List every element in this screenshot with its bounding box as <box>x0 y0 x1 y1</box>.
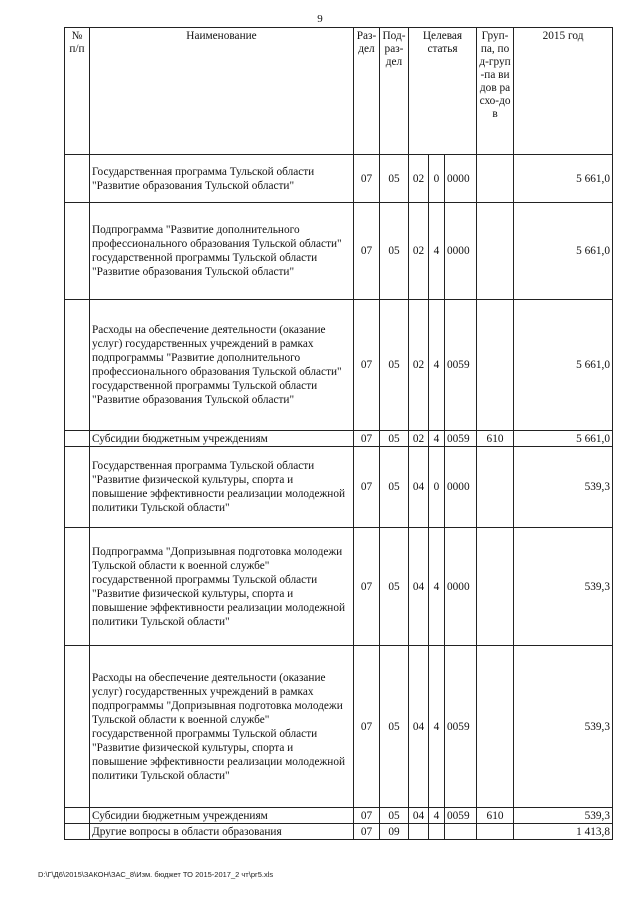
row-subsection: 09 <box>380 824 409 840</box>
row-amount: 1 413,8 <box>514 824 613 840</box>
row-group: 610 <box>477 808 514 824</box>
row-target-subprogram: 0 <box>429 447 445 528</box>
row-name: Субсидии бюджетным учреждениям <box>90 431 354 447</box>
row-section: 07 <box>354 528 380 646</box>
row-amount: 539,3 <box>514 528 613 646</box>
row-group: 610 <box>477 431 514 447</box>
row-subsection: 05 <box>380 808 409 824</box>
row-name: Государственная программа Тульской области "Развитие образования Тульской области" <box>90 155 354 203</box>
row-subsection: 05 <box>380 447 409 528</box>
row-target-subprogram: 4 <box>429 528 445 646</box>
file-path-footer: D:\Г\Д6\2015\ЗАКОН\ЗАС_8\Изм. бюджет ТО 2015-2017_2 чт\рг5.xls <box>38 870 274 879</box>
row-target-direction: 0000 <box>445 155 477 203</box>
row-target-direction: 0059 <box>445 808 477 824</box>
row-target-subprogram <box>429 824 445 840</box>
row-target-program: 02 <box>409 431 429 447</box>
row-name: Расходы на обеспечение деятельности (оказание услуг) государственных учреждений в рамках подпрограммы "Допризывная подготовка молодежи Тульской области к военной службе" государственной программы Тульской области "Развитие физической культуры, спорта и повышение эффективности реализации молодежной политики Тульской области" <box>90 646 354 808</box>
header-subsection: Под-раз-дел <box>380 28 409 155</box>
table-row <box>65 155 613 203</box>
row-target-program: 04 <box>409 808 429 824</box>
table-row <box>65 300 613 431</box>
table-row <box>65 447 613 528</box>
row-subsection: 05 <box>380 646 409 808</box>
row-target-direction: 0059 <box>445 646 477 808</box>
row-section: 07 <box>354 155 380 203</box>
row-name: Субсидии бюджетным учреждениям <box>90 808 354 824</box>
row-target-program <box>409 824 429 840</box>
row-section: 07 <box>354 646 380 808</box>
row-name: Государственная программа Тульской области "Развитие физической культуры, спорта и повышение эффективности реализации молодежной политики Тульской области" <box>90 447 354 528</box>
header-expense-group: Груп-па, под-груп-па видов расхо-дов <box>477 28 514 155</box>
row-group <box>477 300 514 431</box>
row-amount: 5 661,0 <box>514 300 613 431</box>
row-target-direction <box>445 824 477 840</box>
row-subsection: 05 <box>380 203 409 300</box>
row-amount: 5 661,0 <box>514 431 613 447</box>
table-header-row <box>65 28 613 155</box>
header-target: Целевая статья <box>409 28 477 155</box>
row-target-program: 02 <box>409 203 429 300</box>
table-row <box>65 646 613 808</box>
row-subsection: 05 <box>380 528 409 646</box>
row-amount: 5 661,0 <box>514 203 613 300</box>
row-group <box>477 203 514 300</box>
header-year: 2015 год <box>514 28 613 155</box>
table-row <box>65 528 613 646</box>
row-group <box>477 155 514 203</box>
row-target-program: 04 <box>409 447 429 528</box>
row-section: 07 <box>354 808 380 824</box>
row-section: 07 <box>354 431 380 447</box>
row-name: Подпрограмма "Допризывная подготовка молодежи Тульской области к военной службе" государственной программы Тульской области "Развитие физической культуры, спорта и повышение эффективности реализации молодежной политики Тульской области" <box>90 528 354 646</box>
row-section: 07 <box>354 447 380 528</box>
budget-table <box>64 27 613 840</box>
table-row <box>65 431 613 447</box>
row-amount: 539,3 <box>514 808 613 824</box>
table-row <box>65 824 613 840</box>
row-target-direction: 0059 <box>445 431 477 447</box>
row-name: Расходы на обеспечение деятельности (оказание услуг) государственных учреждений в рамках подпрограммы "Развитие дополнительного профессионального образования Тульской области" государственной программы Тульской области "Развитие образования Тульской области" <box>90 300 354 431</box>
row-target-program: 04 <box>409 646 429 808</box>
row-subsection: 05 <box>380 431 409 447</box>
row-target-direction: 0000 <box>445 203 477 300</box>
row-target-program: 02 <box>409 155 429 203</box>
row-group <box>477 447 514 528</box>
row-target-subprogram: 4 <box>429 808 445 824</box>
table-row <box>65 808 613 824</box>
row-group <box>477 646 514 808</box>
row-group <box>477 824 514 840</box>
row-amount: 5 661,0 <box>514 155 613 203</box>
row-target-subprogram: 4 <box>429 431 445 447</box>
row-target-direction: 0000 <box>445 447 477 528</box>
row-target-subprogram: 4 <box>429 300 445 431</box>
row-target-direction: 0000 <box>445 528 477 646</box>
row-amount: 539,3 <box>514 447 613 528</box>
page-number: 9 <box>317 13 323 25</box>
row-target-program: 02 <box>409 300 429 431</box>
table-row <box>65 203 613 300</box>
row-subsection: 05 <box>380 155 409 203</box>
row-section: 07 <box>354 203 380 300</box>
row-name: Другие вопросы в области образования <box>90 824 354 840</box>
row-section: 07 <box>354 300 380 431</box>
row-target-direction: 0059 <box>445 300 477 431</box>
row-group <box>477 528 514 646</box>
header-section: Раз-дел <box>354 28 380 155</box>
row-target-subprogram: 0 <box>429 155 445 203</box>
row-target-program: 04 <box>409 528 429 646</box>
row-amount: 539,3 <box>514 646 613 808</box>
header-name: Наименование <box>90 28 354 155</box>
row-section: 07 <box>354 824 380 840</box>
row-target-subprogram: 4 <box>429 203 445 300</box>
header-num: № п/п <box>65 28 90 155</box>
row-subsection: 05 <box>380 300 409 431</box>
row-target-subprogram: 4 <box>429 646 445 808</box>
row-name: Подпрограмма "Развитие дополнительного профессионального образования Тульской области" государственной программы Тульской области "Развитие образования Тульской области" <box>90 203 354 300</box>
